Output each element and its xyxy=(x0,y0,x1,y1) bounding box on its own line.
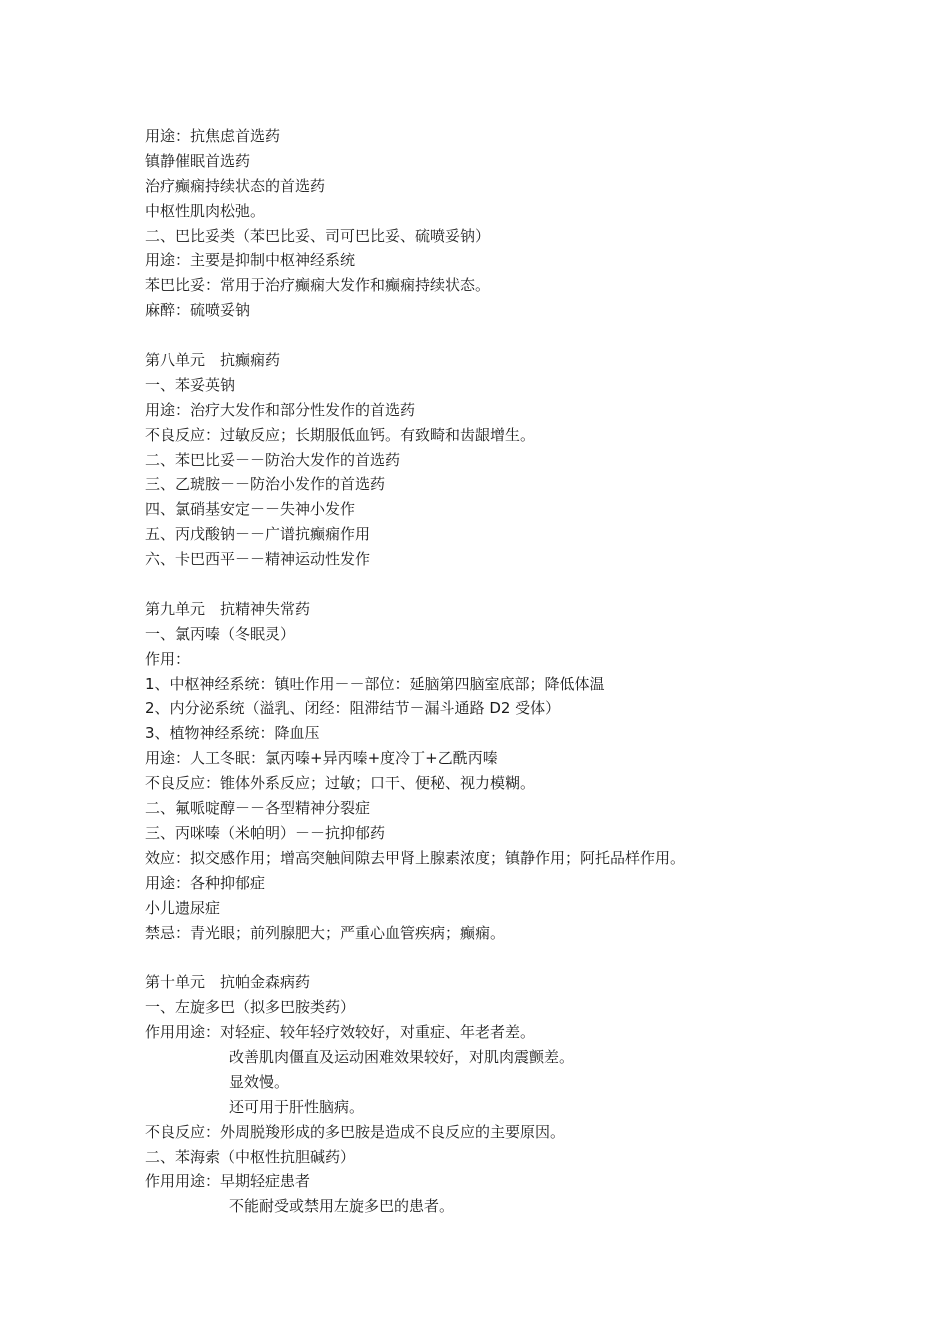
text-line: 用途：各种抑郁症 xyxy=(145,873,266,892)
section-heading: 二、氟哌啶醇－－各型精神分裂症 xyxy=(145,799,371,818)
section-heading: 二、苯巴比妥－－防治大发作的首选药 xyxy=(145,450,401,469)
text-line-indented: 显效慢。 xyxy=(229,1072,290,1091)
text-line: 作用： xyxy=(145,649,191,668)
text-line: 麻醉：硫喷妥钠 xyxy=(145,301,251,320)
text-line: 禁忌：青光眼；前列腺肥大；严重心血管疾病；癫痫。 xyxy=(145,923,506,942)
text-line: 2、内分泌系统（溢乳、闭经：阻滞结节－漏斗通路 D2 受体） xyxy=(145,699,561,718)
unit-heading: 第八单元 抗癫痫药 xyxy=(145,351,281,370)
unit-heading: 第十单元 抗帕金森病药 xyxy=(145,973,311,992)
text-line: 用途：治疗大发作和部分性发作的首选药 xyxy=(145,400,416,419)
section-heading: 一、左旋多巴（拟多巴胺类药） xyxy=(145,998,356,1017)
section-heading: 二、苯海索（中枢性抗胆碱药） xyxy=(145,1147,356,1166)
section-heading: 三、乙琥胺－－防治小发作的首选药 xyxy=(145,475,386,494)
section-heading: 四、氯硝基安定－－失神小发作 xyxy=(145,500,356,519)
text-line: 不良反应：外周脱羧形成的多巴胺是造成不良反应的主要原因。 xyxy=(145,1122,566,1141)
section-heading: 一、氯丙嗪（冬眠灵） xyxy=(145,624,296,643)
section-heading: 五、丙戊酸钠－－广谱抗癫痫作用 xyxy=(145,525,371,544)
text-line-indented: 改善肌肉僵直及运动困难效果较好，对肌肉震颤差。 xyxy=(229,1047,575,1066)
text-line: 效应：拟交感作用；增高突触间隙去甲肾上腺素浓度；镇静作用；阿托品样作用。 xyxy=(145,848,686,867)
text-line: 中枢性肌肉松弛。 xyxy=(145,201,266,220)
blank-line xyxy=(145,323,905,348)
section-heading: 三、丙咪嗪（米帕明）－－抗抑郁药 xyxy=(145,823,386,842)
text-line: 1、中枢神经系统：镇吐作用－－部位：延脑第四脑室底部；降低体温 xyxy=(145,674,605,693)
text-line: 作用用途：对轻症、较年轻疗效较好，对重症、年老者差。 xyxy=(145,1023,536,1042)
text-line: 用途：人工冬眠：氯丙嗪+异丙嗪+度冷丁+乙酰丙嗪 xyxy=(145,749,498,768)
text-line: 镇静催眠首选药 xyxy=(145,151,251,170)
text-line-indented: 还可用于肝性脑病。 xyxy=(229,1097,365,1116)
text-line: 不良反应：锥体外系反应；过敏；口干、便秘、视力模糊。 xyxy=(145,774,536,793)
text-line: 治疗癫痫持续状态的首选药 xyxy=(145,176,326,195)
section-heading: 一、苯妥英钠 xyxy=(145,375,236,394)
text-line: 用途：抗焦虑首选药 xyxy=(145,127,281,145)
text-line: 小儿遗尿症 xyxy=(145,898,221,917)
blank-line xyxy=(145,572,905,597)
text-line: 作用用途：早期轻症患者 xyxy=(145,1172,311,1191)
text-line: 不良反应：过敏反应；长期服低血钙。有致畸和齿龈增生。 xyxy=(145,425,536,444)
text-line: 用途：主要是抑制中枢神经系统 xyxy=(145,251,356,270)
text-line: 3、植物神经系统：降血压 xyxy=(145,724,320,743)
document-body xyxy=(145,124,905,1219)
text-line-indented: 不能耐受或禁用左旋多巴的患者。 xyxy=(229,1197,455,1216)
unit-heading: 第九单元 抗精神失常药 xyxy=(145,599,311,618)
section-heading: 六、卡巴西平－－精神运动性发作 xyxy=(145,550,371,569)
text-line: 苯巴比妥：常用于治疗癫痫大发作和癫痫持续状态。 xyxy=(145,276,491,295)
blank-line xyxy=(145,945,905,970)
section-heading: 二、巴比妥类（苯巴比妥、司可巴比妥、硫喷妥钠） xyxy=(145,226,491,245)
